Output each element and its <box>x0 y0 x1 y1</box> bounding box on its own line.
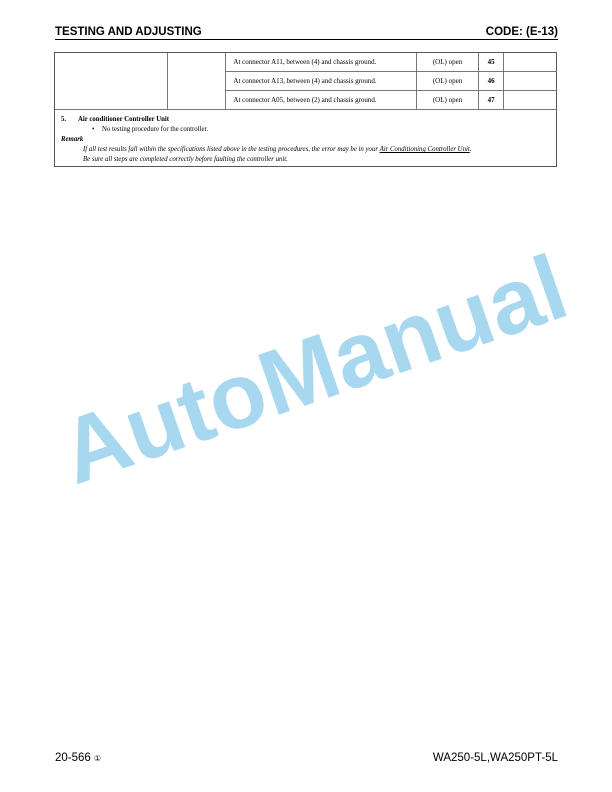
step-number: 45 <box>478 53 504 72</box>
page-number-text: 20-566 <box>55 752 91 764</box>
empty-cell <box>167 53 225 110</box>
empty-cell <box>504 91 557 110</box>
remark-line-1-suffix: . <box>469 146 472 153</box>
test-value: (OL) open <box>417 91 479 110</box>
remark-line-1 <box>61 145 551 155</box>
step-number: 47 <box>478 91 504 110</box>
test-value: (OL) open <box>417 53 479 72</box>
test-description: At connector A13, between (4) and chassis ground. <box>226 72 417 91</box>
section-heading <box>61 115 551 125</box>
page-number <box>55 752 101 764</box>
empty-cell <box>504 72 557 91</box>
page-header <box>55 26 558 40</box>
bullet-item <box>61 125 551 135</box>
section-title: TESTING AND ADJUSTING <box>55 26 202 38</box>
bullet-mark: • <box>92 126 95 133</box>
section-heading-text: Air conditioner Controller Unit <box>78 116 170 123</box>
empty-cell <box>55 53 167 110</box>
controller-unit-reference: Air Conditioning Controller Unit <box>379 146 470 153</box>
test-value: (OL) open <box>417 72 479 91</box>
revision-mark: ① <box>93 754 101 763</box>
test-description: At connector A05, between (2) and chassis ground. <box>226 91 417 110</box>
remark-line-2: Be sure all steps are completed correctly before faulting the controller unit. <box>83 156 288 163</box>
test-table <box>55 53 557 110</box>
table-row <box>55 53 557 72</box>
test-description: At connector A11, between (4) and chassis ground. <box>226 53 417 72</box>
watermark-text: AutoManual <box>48 236 580 504</box>
error-code: CODE: (E-13) <box>485 26 558 38</box>
procedure-box <box>54 52 557 167</box>
section-number: 5. <box>61 116 67 123</box>
bullet-text: No testing procedure for the controller. <box>102 126 209 133</box>
controller-section <box>61 115 551 165</box>
model-numbers: WA250-5L,WA250PT-5L <box>432 752 558 764</box>
step-number: 46 <box>478 72 504 91</box>
remark-title: Remark <box>61 136 84 143</box>
empty-cell <box>504 53 557 72</box>
remark-line-1-text: If all test results fall within the specifications listed above in the testing procedures, the error may be in your <box>83 146 380 153</box>
